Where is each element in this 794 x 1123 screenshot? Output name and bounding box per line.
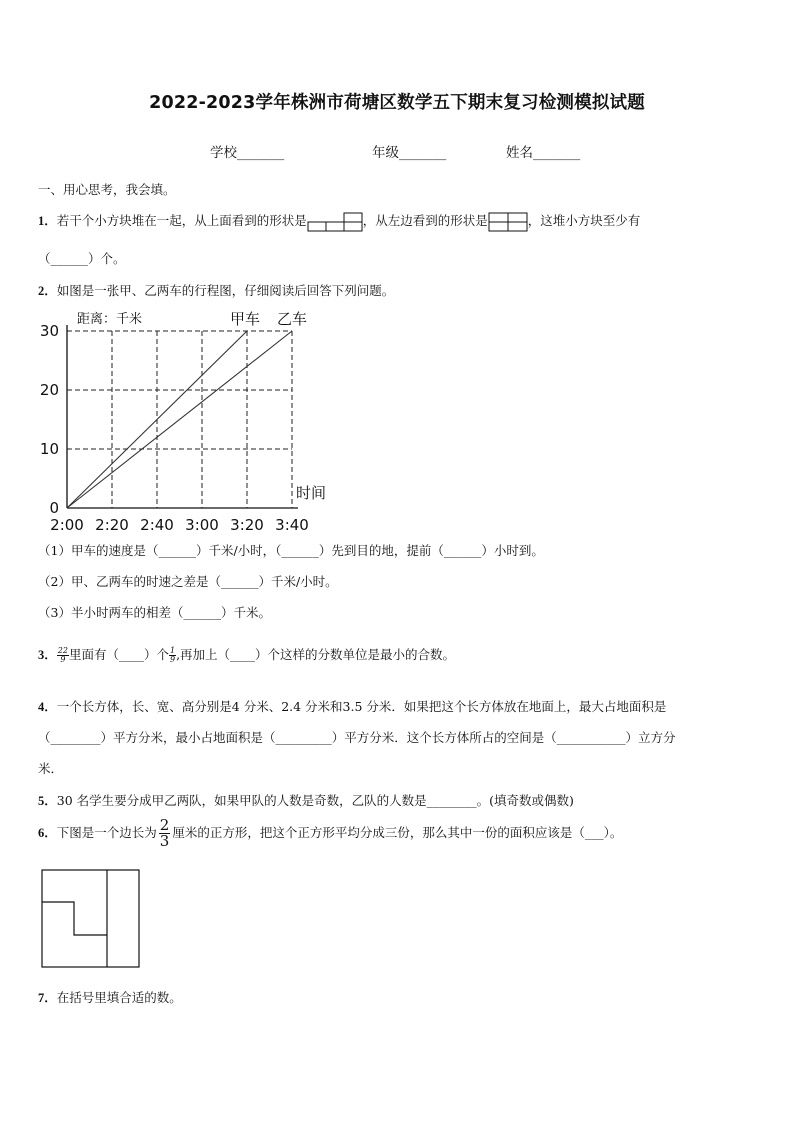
question-number: 7． bbox=[38, 991, 57, 1005]
fraction-numerator: 22 bbox=[57, 646, 68, 655]
q2-sub2: （2）甲、乙两车的时速之差是（______）千米/小时。 bbox=[38, 574, 338, 589]
question-number: 1． bbox=[38, 214, 57, 228]
q6-text-part1: 下图是一个边长为 bbox=[56, 825, 157, 840]
chart-series bbox=[67, 331, 292, 508]
question-2 bbox=[38, 281, 394, 299]
q4-line1: 一个长方体，长、宽、高分别是4 分米、2.4 分米和3.5 分米．如果把这个长方体放在地面上，最大占地面积是 bbox=[56, 699, 667, 714]
q4-line3: 米． bbox=[38, 761, 64, 776]
y-axis-label: 距离：千米 bbox=[77, 312, 143, 327]
q7-text: 在括号里填合适的数。 bbox=[56, 990, 182, 1005]
question-number: 4． bbox=[38, 700, 57, 714]
fraction-2-3 bbox=[159, 818, 171, 849]
square-outline bbox=[42, 870, 139, 967]
y-tick-label: 20 bbox=[39, 381, 59, 399]
q2-sub3: （3）半小时两车的相差（______）千米。 bbox=[38, 605, 271, 620]
chart-labels bbox=[40, 310, 326, 534]
y-tick-label: 30 bbox=[39, 322, 59, 340]
divider-step bbox=[42, 902, 107, 935]
question-4 bbox=[38, 697, 666, 715]
left-view-shape-icon bbox=[488, 212, 528, 232]
q3-text-part1: 里面有（____）个 bbox=[68, 647, 169, 662]
fraction-denominator: 9 bbox=[60, 655, 66, 664]
series-label: 甲车 bbox=[229, 310, 261, 328]
series-line bbox=[67, 331, 292, 508]
question-7 bbox=[38, 988, 182, 1006]
q3-text-part2: ,再加上（____）个这样的分数单位是最小的合数。 bbox=[176, 647, 456, 662]
question-number: 2． bbox=[38, 284, 57, 298]
question-number: 5． bbox=[38, 794, 57, 808]
school-field[interactable]: 学校_______ bbox=[210, 145, 285, 161]
x-tick-label: 2:40 bbox=[140, 516, 174, 534]
q2-text: 如图是一张甲、乙两车的行程图，仔细阅读后回答下列问题。 bbox=[56, 283, 395, 298]
question-number: 6． bbox=[38, 826, 57, 840]
name-field[interactable]: 姓名_______ bbox=[506, 145, 581, 161]
q1-text-part2: ，从左边看到的形状是 bbox=[362, 213, 488, 228]
q5-text: 30 名学生要分成甲乙两队，如果甲队的人数是奇数，乙队的人数是________。(填奇数或偶数) bbox=[56, 793, 574, 808]
q2-sub1: （1）甲车的速度是（______）千米/小时，（______）先到目的地，提前（______）小时到。 bbox=[38, 543, 544, 558]
q4-line2: （________）平方分米，最小占地面积是（_________）平方分米．这个长方体所占的空间是（___________）立方分 bbox=[38, 730, 676, 745]
fraction-denominator: 9 bbox=[169, 655, 176, 664]
question-6 bbox=[38, 818, 622, 849]
divided-square-figure bbox=[41, 869, 141, 969]
page-title: 2022-2023学年株洲市荷塘区数学五下期末复习检测模拟试题 bbox=[149, 93, 645, 113]
question-5 bbox=[38, 791, 574, 809]
q1-answer-line: （______）个。 bbox=[38, 251, 126, 266]
series-label: 乙车 bbox=[276, 310, 308, 328]
fraction-22-9 bbox=[57, 647, 69, 664]
fraction-numerator: 1 bbox=[169, 646, 176, 655]
y-tick-label: 0 bbox=[49, 499, 59, 517]
y-tick-label: 10 bbox=[39, 440, 59, 458]
x-tick-label: 2:20 bbox=[95, 516, 129, 534]
top-view-shape-icon bbox=[307, 212, 363, 232]
q6-text-part2: 厘米的正方形，把这个正方形平均分成三份，那么其中一份的面积应该是（___）。 bbox=[172, 825, 623, 840]
grade-field[interactable]: 年级_______ bbox=[372, 145, 447, 161]
x-tick-label: 3:40 bbox=[275, 516, 309, 534]
question-3 bbox=[38, 645, 455, 664]
x-axis-label: 时间 bbox=[296, 484, 327, 502]
section-heading: 一、用心思考，我会填。 bbox=[38, 182, 176, 197]
x-tick-label: 2:00 bbox=[50, 516, 84, 534]
fraction-1-9 bbox=[169, 647, 176, 664]
fraction-denominator: 3 bbox=[159, 832, 170, 850]
fraction-numerator: 2 bbox=[159, 816, 170, 834]
question-1 bbox=[38, 211, 640, 232]
x-tick-label: 3:20 bbox=[230, 516, 264, 534]
q1-text-part1: 若干个小方块堆在一起，从上面看到的形状是 bbox=[56, 213, 307, 228]
q1-text-part3: ，这堆小方块至少有 bbox=[527, 213, 641, 228]
question-number: 3． bbox=[38, 648, 57, 662]
travel-chart bbox=[30, 300, 350, 540]
x-tick-label: 3:00 bbox=[185, 516, 219, 534]
